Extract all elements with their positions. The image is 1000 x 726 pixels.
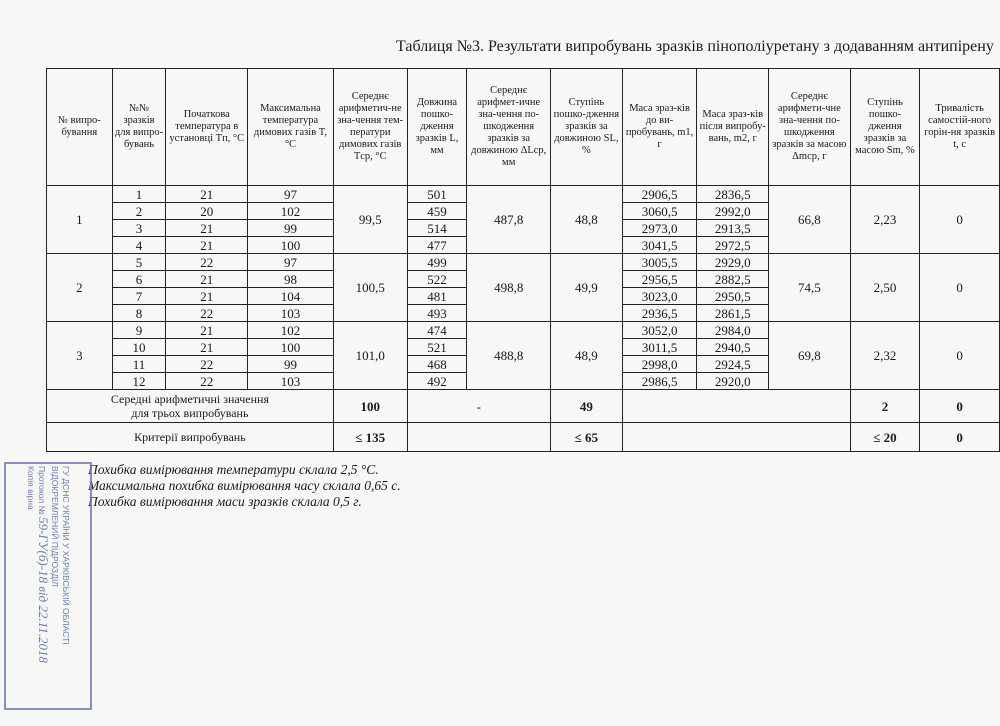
damage-length: 474	[407, 322, 467, 339]
sample-number: 9	[112, 322, 166, 339]
max-temp: 99	[248, 356, 334, 373]
criteria-mass-degree: ≤ 20	[850, 423, 920, 452]
table-row	[47, 186, 1000, 203]
mass-after: 2992,0	[697, 203, 769, 220]
max-temp: 99	[248, 220, 334, 237]
note-temperature: Похибка вимірювання температури склала 2,5 °С.	[88, 462, 379, 477]
burn-duration: 0	[920, 254, 1000, 322]
averages-mass-blank	[622, 390, 850, 423]
mass-damage-degree: 2,32	[850, 322, 920, 390]
mass-after: 2972,5	[697, 237, 769, 254]
max-temp: 103	[248, 373, 334, 390]
mass-before: 2936,5	[622, 305, 697, 322]
damage-length: 501	[407, 186, 467, 203]
stamp-line1: ГУ ДСНС УКРАЇНИ У ХАРКІВСЬКІЙ ОБЛАСТІ	[61, 466, 71, 645]
page-title: Таблиця №3. Результати випробувань зразків пінополіуретану з додаванням антипірену	[396, 38, 994, 55]
burn-duration: 0	[920, 322, 1000, 390]
header-cell: №№ зразків для випро-бувань	[112, 69, 166, 186]
length-damage-degree: 48,8	[551, 186, 623, 254]
table-row	[47, 322, 1000, 339]
max-temp: 104	[248, 288, 334, 305]
averages-label	[47, 390, 334, 423]
results-table	[46, 68, 1000, 452]
initial-temp: 21	[166, 237, 248, 254]
avg-damage-length: 498,8	[467, 254, 551, 322]
sample-number: 2	[112, 203, 166, 220]
sample-number: 10	[112, 339, 166, 356]
max-temp: 102	[248, 203, 334, 220]
mass-damage-degree: 2,50	[850, 254, 920, 322]
mass-after: 2913,5	[697, 220, 769, 237]
avg-temp: 101,0	[333, 322, 407, 390]
criteria-burn: 0	[920, 423, 1000, 452]
damage-length: 521	[407, 339, 467, 356]
avg-temp: 99,5	[333, 186, 407, 254]
initial-temp: 21	[166, 186, 248, 203]
mass-after: 2861,5	[697, 305, 769, 322]
damage-length: 499	[407, 254, 467, 271]
avg-damage-length: 488,8	[467, 322, 551, 390]
initial-temp: 21	[166, 271, 248, 288]
note-time: Максимальна похибка вимірювання часу склала 0,65 с.	[88, 478, 401, 493]
max-temp: 100	[248, 237, 334, 254]
mass-after: 2924,5	[697, 356, 769, 373]
header-cell: Тривалість самостій-ного горін-ня зразків t, c	[920, 69, 1000, 186]
averages-temp: 100	[333, 390, 407, 423]
mass-damage-degree: 2,23	[850, 186, 920, 254]
max-temp: 97	[248, 254, 334, 271]
stamp-line3: Протокол №	[37, 466, 47, 515]
header-row	[47, 69, 1000, 186]
max-temp: 103	[248, 305, 334, 322]
avg-temp: 100,5	[333, 254, 407, 322]
damage-length: 481	[407, 288, 467, 305]
header-cell: Початкова температура в установці Tп, °C	[166, 69, 248, 186]
header-cell: № випро-бування	[47, 69, 113, 186]
mass-before: 3060,5	[622, 203, 697, 220]
averages-burn: 0	[920, 390, 1000, 423]
mass-before: 2973,0	[622, 220, 697, 237]
length-damage-degree: 49,9	[551, 254, 623, 322]
initial-temp: 20	[166, 203, 248, 220]
mass-after: 2882,5	[697, 271, 769, 288]
test-number: 1	[47, 186, 113, 254]
initial-temp: 22	[166, 356, 248, 373]
damage-length: 477	[407, 237, 467, 254]
damage-length: 522	[407, 271, 467, 288]
test-number: 2	[47, 254, 113, 322]
averages-label-line2: для трьох випробувань	[131, 406, 249, 420]
mass-before: 3023,0	[622, 288, 697, 305]
mass-before: 2906,5	[622, 186, 697, 203]
damage-length: 492	[407, 373, 467, 390]
initial-temp: 21	[166, 339, 248, 356]
avg-mass-damage: 66,8	[769, 186, 851, 254]
max-temp: 100	[248, 339, 334, 356]
mass-after: 2920,0	[697, 373, 769, 390]
sample-number: 3	[112, 220, 166, 237]
mass-before: 3005,5	[622, 254, 697, 271]
damage-length: 468	[407, 356, 467, 373]
mass-before: 3041,5	[622, 237, 697, 254]
sample-number: 7	[112, 288, 166, 305]
criteria-label: Критерії випробувань	[47, 423, 334, 452]
initial-temp: 21	[166, 288, 248, 305]
avg-mass-damage: 74,5	[769, 254, 851, 322]
damage-length: 459	[407, 203, 467, 220]
averages-label-line1: Середні арифметичні значення	[110, 392, 269, 406]
averages-mass-degree: 2	[850, 390, 920, 423]
initial-temp: 21	[166, 322, 248, 339]
stamp-protocol: 59-ГУ(б)-18 від 22.11.2018	[36, 517, 51, 663]
stamp-text	[25, 466, 71, 706]
sample-number: 11	[112, 356, 166, 373]
criteria-length-blank	[407, 423, 550, 452]
header-cell: Ступінь пошко-дження зразків за довжиною SL, %	[551, 69, 623, 186]
criteria-mass-blank	[622, 423, 850, 452]
mass-before: 2986,5	[622, 373, 697, 390]
header-cell: Середнє арифметич-не зна-чення тем-ператури димових газів Tср, °C	[333, 69, 407, 186]
max-temp: 97	[248, 186, 334, 203]
length-damage-degree: 48,9	[551, 322, 623, 390]
mass-before: 3011,5	[622, 339, 697, 356]
mass-after: 2836,5	[697, 186, 769, 203]
initial-temp: 22	[166, 373, 248, 390]
header-cell: Маса зраз-ків до ви-пробувань, m1, г	[622, 69, 697, 186]
header-cell: Ступінь пошко-дження зразків за масою Sm, %	[850, 69, 920, 186]
damage-length: 514	[407, 220, 467, 237]
initial-temp: 22	[166, 254, 248, 271]
initial-temp: 21	[166, 220, 248, 237]
avg-damage-length: 487,8	[467, 186, 551, 254]
initial-temp: 22	[166, 305, 248, 322]
mass-after: 2929,0	[697, 254, 769, 271]
measurement-notes	[88, 462, 401, 510]
sample-number: 12	[112, 373, 166, 390]
test-number: 3	[47, 322, 113, 390]
header-cell: Середнє арифмет-ичне зна-чення по-шкодження зразків за довжиною ΔLср, мм	[467, 69, 551, 186]
stamp-protocol-row	[36, 466, 49, 706]
averages-length: -	[407, 390, 550, 423]
criteria-row	[47, 423, 1000, 452]
header-cell: Довжина пошко-дження зразків L, мм	[407, 69, 467, 186]
mass-before: 3052,0	[622, 322, 697, 339]
note-mass: Похибка вимірювання маси зразків склала 0,5 г.	[88, 494, 362, 509]
mass-before: 2998,0	[622, 356, 697, 373]
burn-duration: 0	[920, 186, 1000, 254]
header-cell: Максимальна температура димових газів T, °C	[248, 69, 334, 186]
max-temp: 102	[248, 322, 334, 339]
sample-number: 5	[112, 254, 166, 271]
stamp-line2: ВІДОКРЕМЛЕНИЙ ПІДРОЗДІЛ	[50, 466, 60, 587]
max-temp: 98	[248, 271, 334, 288]
mass-after: 2984,0	[697, 322, 769, 339]
damage-length: 493	[407, 305, 467, 322]
mass-after: 2940,5	[697, 339, 769, 356]
sample-number: 6	[112, 271, 166, 288]
official-stamp	[4, 462, 92, 710]
header-cell: Маса зраз-ків після випробу-вань, m2, г	[697, 69, 769, 186]
sample-number: 4	[112, 237, 166, 254]
averages-row	[47, 390, 1000, 423]
header-cell: Середнє арифмети-чне зна-чення по-шкодження зразків за масою Δmср, г	[769, 69, 851, 186]
sample-number: 1	[112, 186, 166, 203]
criteria-temp: ≤ 135	[333, 423, 407, 452]
averages-length-degree: 49	[551, 390, 623, 423]
table-row	[47, 254, 1000, 271]
mass-before: 2956,5	[622, 271, 697, 288]
avg-mass-damage: 69,8	[769, 322, 851, 390]
sample-number: 8	[112, 305, 166, 322]
mass-after: 2950,5	[697, 288, 769, 305]
criteria-length-degree: ≤ 65	[551, 423, 623, 452]
stamp-line4: Копія вірна	[26, 466, 36, 510]
